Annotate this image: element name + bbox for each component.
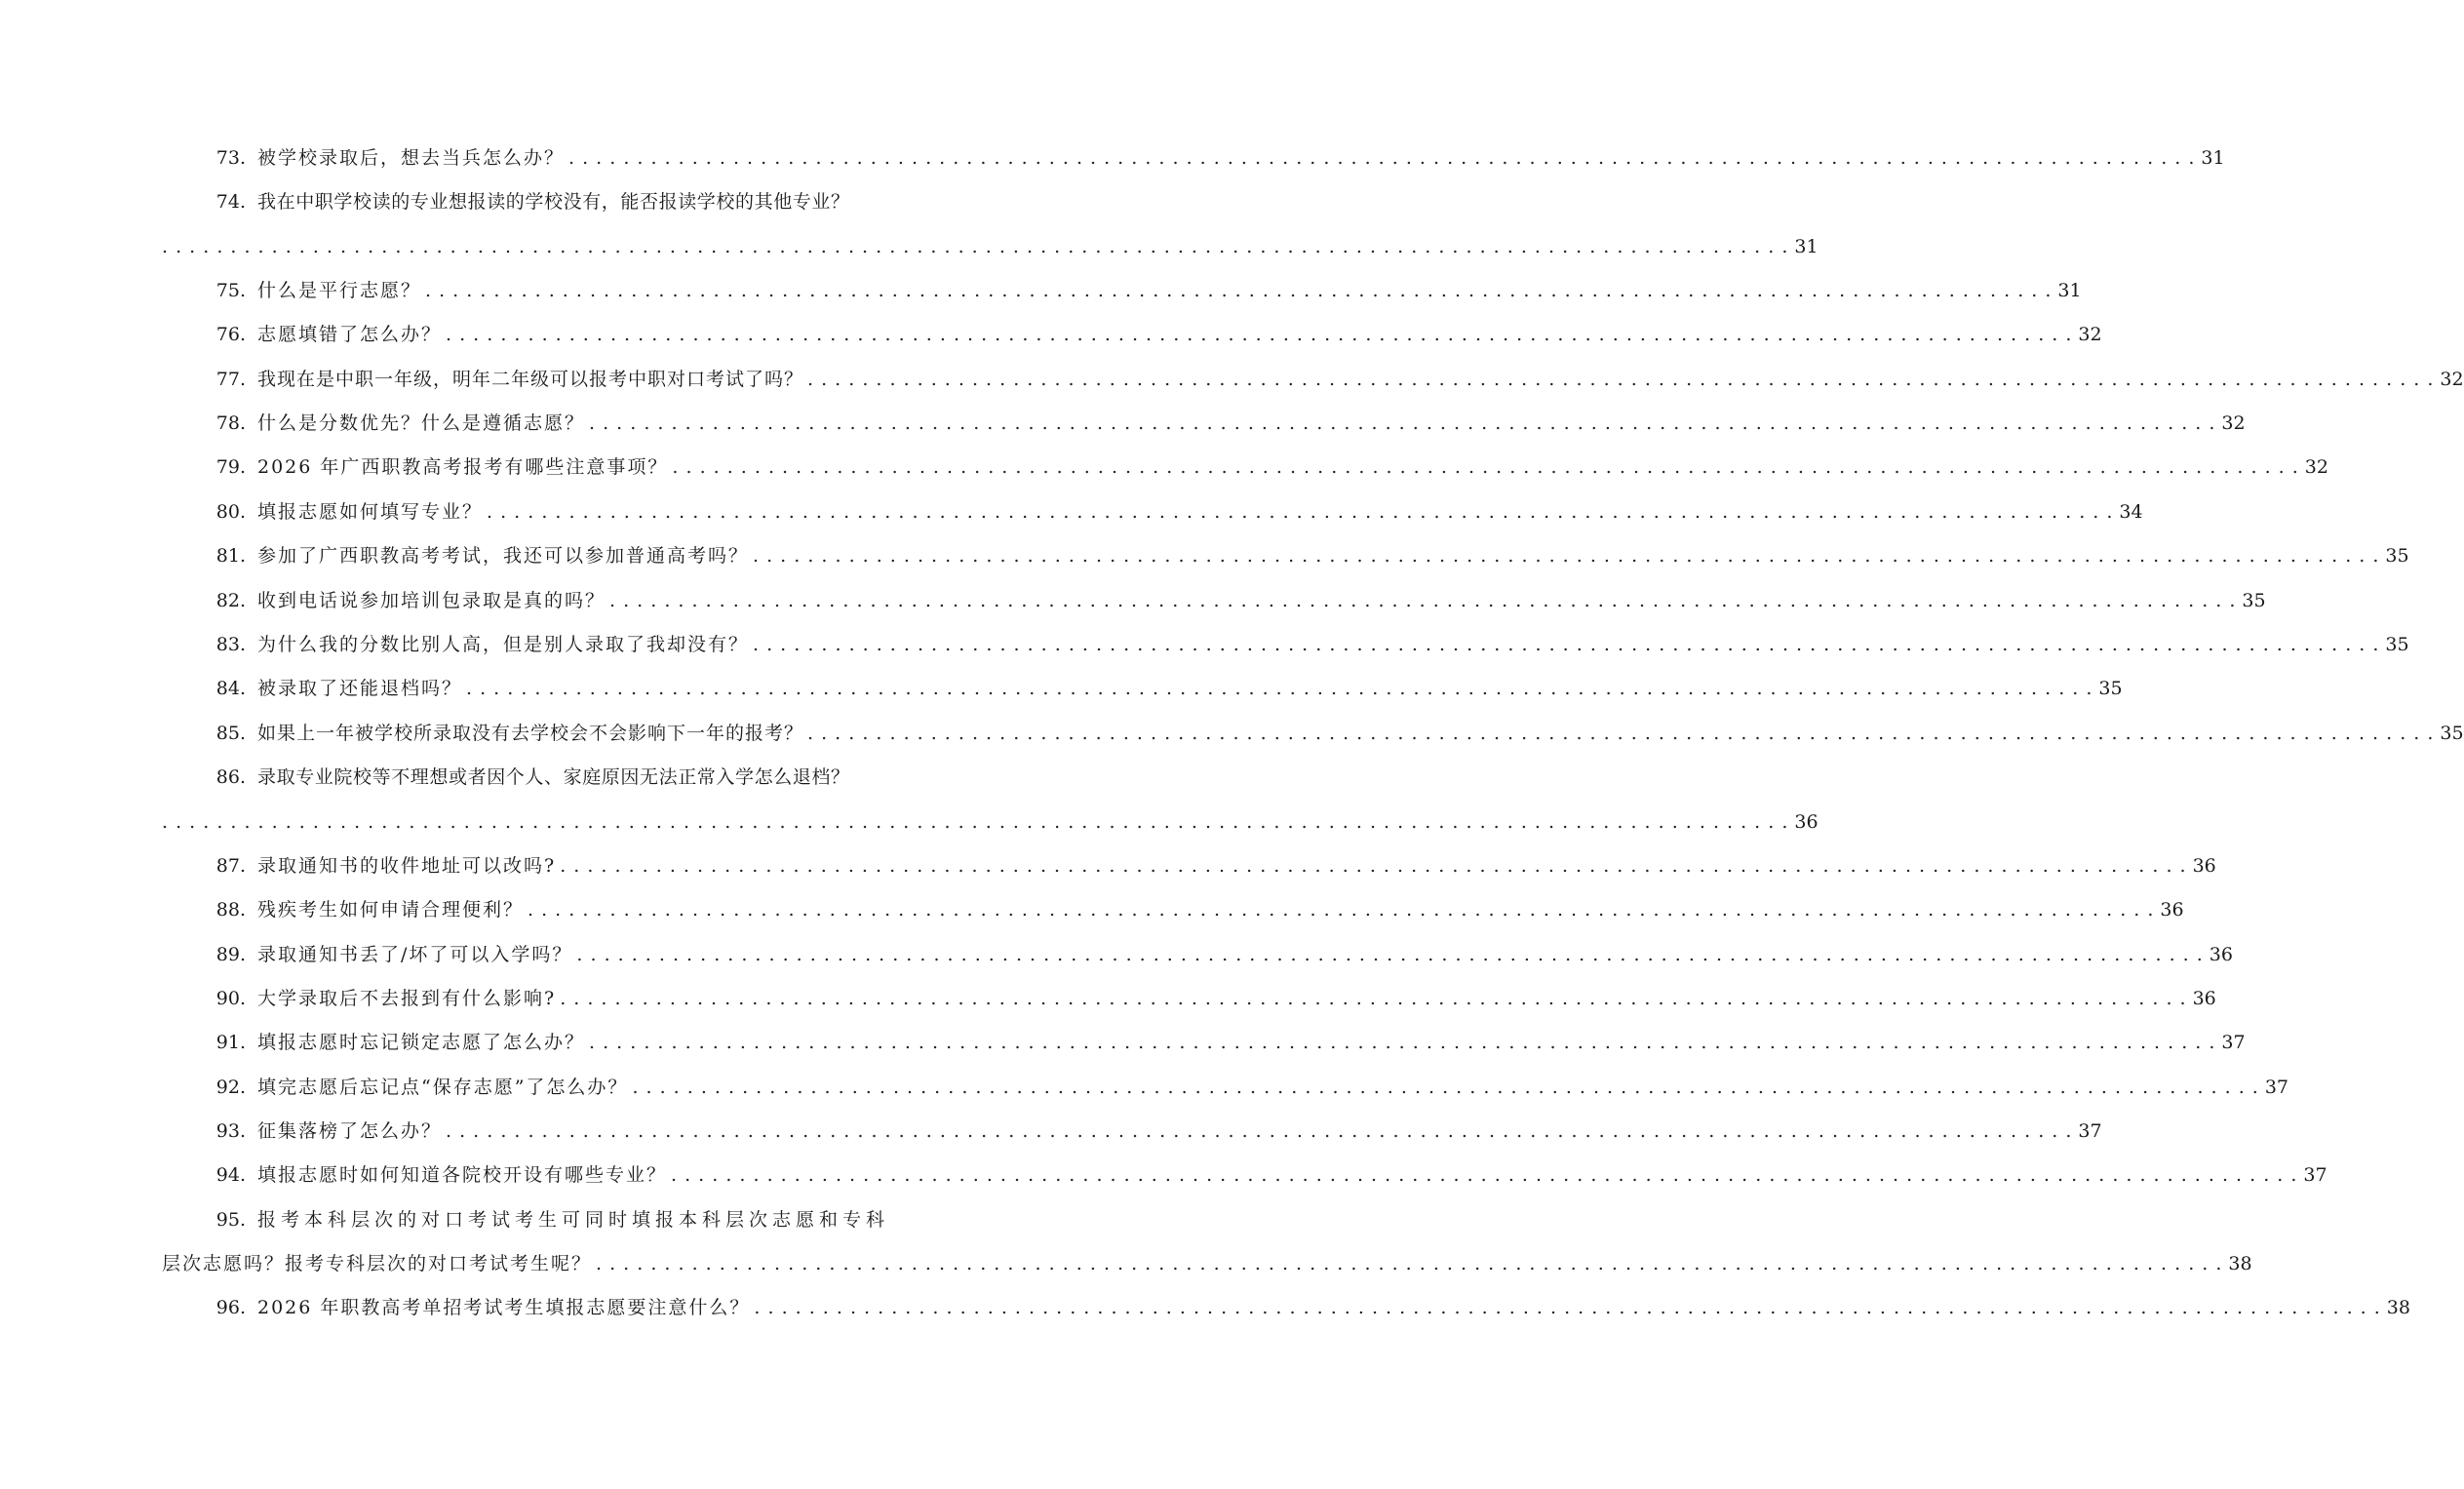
toc-entry[interactable] [162,492,2143,526]
toc-entry-number: 77. [215,369,246,390]
toc-entry-title: 征集落榜了怎么办？ [257,1120,443,1142]
dot-leader: . . . . . . . . . . . . . . . . . . . . . . . . . . . . . . . . . . . . . . . . . . . . . . . . . . . . . . . . . . . . . . . . . . . . . . . . . . . . . . . . . . . . . . . . . . . . . . . . . . . . . . . . . . . . . . . . . . . . . . . [807,369,2435,390]
toc-entry-number: 92. [215,1077,246,1098]
toc-entry-page: 36 [1794,811,1819,833]
toc-entry[interactable] [162,935,2233,968]
toc-entry-number: 94. [215,1164,246,1186]
toc-entry[interactable] [162,1200,895,1234]
toc-entry-page: 35 [2440,723,2464,744]
dot-leader: . . . . . . . . . . . . . . . . . . . . . . . . . . . . . . . . . . . . . . . . . . . . . . . . . . . . . . . . . . . . . . . . . . . . . . . . . . . . . . . . . . . . . . . . . . . . . . . . . . . . . . . . . . . . . . . . . . . . . . . [753,545,2380,567]
toc-entry-continuation[interactable] [162,803,1819,836]
toc-entry-number: 81. [215,545,246,567]
toc-entry[interactable] [162,1023,2246,1056]
toc-entry-title: 什么是平行志愿？ [257,280,422,301]
toc-entry-number: 79. [215,456,246,478]
toc-entry-number: 85. [215,723,246,744]
dot-leader: . . . . . . . . . . . . . . . . . . . . . . . . . . . . . . . . . . . . . . . . . . . . . . . . . . . . . . . . . . . . . . . . . . . . . . . . . . . . . . . . . . . . . . . . . . . . . . . . . . . . . . . . . . . . . . . . . . . . . . . [609,590,2237,611]
toc-entry-page: 36 [2209,944,2233,965]
toc-entry-number: 89. [215,944,246,965]
toc-entry[interactable] [162,182,895,216]
toc-entry-title: 我现在是中职一年级，明年二年级可以报考中职对口考试了吗？ [257,369,804,390]
toc-entry-number: 93. [215,1120,246,1142]
dot-leader: . . . . . . . . . . . . . . . . . . . . . . . . . . . . . . . . . . . . . . . . . . . . . . . . . . . . . . . . . . . . . . . . . . . . . . . . . . . . . . . . . . . . . . . . . . . . . . . . . . . . . . . . . . . . . . . . . . . . . . . [596,1253,2223,1274]
toc-entry-title: 志愿填错了怎么办？ [257,324,443,345]
toc-entry-title: 填完志愿后忘记点“保存志愿”了怎么办？ [257,1077,629,1098]
toc-entry-title: 录取通知书丢了/坏了可以入学吗？ [257,944,573,965]
dot-leader: . . . . . . . . . . . . . . . . . . . . . . . . . . . . . . . . . . . . . . . . . . . . . . . . . . . . . . . . . . . . . . . . . . . . . . . . . . . . . . . . . . . . . . . . . . . . . . . . . . . . . . . . . . . . . . . . . . . . . . . [446,324,2073,345]
toc-entry-page: 35 [2242,590,2266,611]
toc-entry[interactable] [162,625,2409,658]
toc-entry-number: 96. [215,1297,246,1318]
toc-entry[interactable] [162,890,2184,923]
toc-entry-title: 录取专业院校等不理想或者因个人、家庭原因无法正常入学怎么退档？ [257,766,850,788]
toc-entry[interactable] [162,360,2464,393]
dot-leader: . . . . . . . . . . . . . . . . . . . . . . . . . . . . . . . . . . . . . . . . . . . . . . . . . . . . . . . . . . . . . . . . . . . . . . . . . . . . . . . . . . . . . . . . . . . . . . . . . . . . . . . . . . . . . . . . . . . . . . . [589,412,2216,434]
toc-entry-title: 填报志愿时如何知道各院校开设有哪些专业？ [257,1164,668,1186]
toc-entry[interactable] [162,1288,2410,1321]
toc-entry[interactable] [162,315,2102,348]
toc-entry[interactable] [162,448,2328,481]
toc-entry-page: 31 [2057,280,2082,301]
toc-entry-number: 87. [215,855,246,877]
toc-entry-title: 被学校录取后，想去当兵怎么办？ [257,147,566,169]
dot-leader: . . . . . . . . . . . . . . . . . . . . . . . . . . . . . . . . . . . . . . . . . . . . . . . . . . . . . . . . . . . . . . . . . . . . . . . . . . . . . . . . . . . . . . . . . . . . . . . . . . . . . . . . . . . . . . . . . . . . . . . [671,1164,2298,1186]
toc-entry-page: 35 [2385,634,2409,655]
toc-entry-continuation[interactable] [162,1244,2252,1277]
toc-entry-title: 大学录取后不去报到有什么影响? [257,988,557,1009]
toc-entry[interactable] [162,404,2246,437]
dot-leader: . . . . . . . . . . . . . . . . . . . . . . . . . . . . . . . . . . . . . . . . . . . . . . . . . . . . . . . . . . . . . . . . . . . . . . . . . . . . . . . . . . . . . . . . . . . . . . . . . . . . . . . . . . . . . . . . . . . . . . . [425,280,2053,301]
toc-entry-title: 收到电话说参加培训包录取是真的吗？ [257,590,606,611]
toc-entry-page: 36 [2192,988,2216,1009]
toc-entry-title-continued: 层次志愿吗？报考专科层次的对口考试考生呢？ [162,1253,593,1274]
dot-leader: . . . . . . . . . . . . . . . . . . . . . . . . . . . . . . . . . . . . . . . . . . . . . . . . . . . . . . . . . . . . . . . . . . . . . . . . . . . . . . . . . . . . . . . . . . . . . . . . . . . . . . . . . . . . . . . . . . . . . . . [754,1297,2381,1318]
toc-entry-page: 32 [2440,369,2464,390]
toc-entry-number: 78. [215,412,246,434]
dot-leader: . . . . . . . . . . . . . . . . . . . . . . . . . . . . . . . . . . . . . . . . . . . . . . . . . . . . . . . . . . . . . . . . . . . . . . . . . . . . . . . . . . . . . . . . . . . . . . . . . . . . . . . . . . . . . . . . . . . . . . . [446,1120,2073,1142]
toc-entry-number: 91. [215,1032,246,1053]
toc-entry-page: 32 [2221,412,2246,434]
toc-entry-page: 35 [2098,678,2123,699]
toc-entry[interactable] [162,138,2225,172]
toc-entry-title: 为什么我的分数比别人高，但是别人录取了我却没有？ [257,634,750,655]
dot-leader: . . . . . . . . . . . . . . . . . . . . . . . . . . . . . . . . . . . . . . . . . . . . . . . . . . . . . . . . . . . . . . . . . . . . . . . . . . . . . . . . . . . . . . . . . . . . . . . . . . . . . . . . . . . . . . . . . . . . . . . [632,1077,2259,1098]
toc-entry-page: 38 [2228,1253,2252,1274]
toc-entry-title: 录取通知书的收件地址可以改吗? [257,855,557,877]
toc-entry-number: 88. [215,899,246,921]
toc-entry-number: 76. [215,324,246,345]
toc-entry[interactable] [162,669,2123,702]
toc-entry-page: 37 [2078,1120,2102,1142]
dot-leader: . . . . . . . . . . . . . . . . . . . . . . . . . . . . . . . . . . . . . . . . . . . . . . . . . . . . . . . . . . . . . . . . . . . . . . . . . . . . . . . . . . . . . . . . . . . . . . . . . . . . . . . . . . . . . . . . . . . . . . . [560,988,2187,1009]
toc-entry-title: 什么是分数优先？什么是遵循志愿？ [257,412,586,434]
toc-entry-title: 填报志愿如何填写专业？ [257,501,484,523]
dot-leader: . . . . . . . . . . . . . . . . . . . . . . . . . . . . . . . . . . . . . . . . . . . . . . . . . . . . . . . . . . . . . . . . . . . . . . . . . . . . . . . . . . . . . . . . . . . . . . . . . . . . . . . . . . . . . . . . . . . . . . . [560,855,2187,877]
toc-entry-title: 残疾考生如何申请合理便利？ [257,899,525,921]
toc-entry-number: 90. [215,988,246,1009]
toc-entry-number: 84. [215,678,246,699]
toc-entry-title: 报考本科层次的对口考试考生可同时填报本科层次志愿和专科 [257,1209,890,1231]
toc-entry[interactable] [162,271,2082,304]
dot-leader: . . . . . . . . . . . . . . . . . . . . . . . . . . . . . . . . . . . . . . . . . . . . . . . . . . . . . . . . . . . . . . . . . . . . . . . . . . . . . . . . . . . . . . . . . . . . . . . . . . . . . . . . . . . . . . . . . . . . . . . [528,899,2155,921]
toc-entry-page: 32 [2304,456,2328,478]
toc-entry[interactable] [162,714,2464,747]
toc-entry-number: 83. [215,634,246,655]
toc-entry[interactable] [162,1068,2288,1101]
toc-entry-title: 我在中职学校读的专业想报读的学校没有，能否报读学校的其他专业？ [257,191,850,213]
toc-entry-page: 32 [2078,324,2102,345]
dot-leader: . . . . . . . . . . . . . . . . . . . . . . . . . . . . . . . . . . . . . . . . . . . . . . . . . . . . . . . . . . . . . . . . . . . . . . . . . . . . . . . . . . . . . . . . . . . . . . . . . . . . . . . . . . . . . . . . . . . . . . . [753,634,2380,655]
toc-entry-title: 2026 年职教高考单招考试考生填报志愿要注意什么？ [257,1297,751,1318]
dot-leader: . . . . . . . . . . . . . . . . . . . . . . . . . . . . . . . . . . . . . . . . . . . . . . . . . . . . . . . . . . . . . . . . . . . . . . . . . . . . . . . . . . . . . . . . . . . . . . . . . . . . . . . . . . . . . . . . . . . . . . . [576,944,2204,965]
toc-entry-continuation[interactable] [162,227,1819,260]
dot-leader: . . . . . . . . . . . . . . . . . . . . . . . . . . . . . . . . . . . . . . . . . . . . . . . . . . . . . . . . . . . . . . . . . . . . . . . . . . . . . . . . . . . . . . . . . . . . . . . . . . . . . . . . . . . . . . . . . . . . . . . [568,147,2196,169]
toc-entry-page: 36 [2192,855,2216,877]
toc-entry[interactable] [162,979,2216,1012]
toc-entry-page: 37 [2264,1077,2288,1098]
toc-entry-page: 31 [2201,147,2225,169]
dot-leader: . . . . . . . . . . . . . . . . . . . . . . . . . . . . . . . . . . . . . . . . . . . . . . . . . . . . . . . . . . . . . . . . . . . . . . . . . . . . . . . . . . . . . . . . . . . . . . . . . . . . . . . . . . . . . . . . . . . . . . . [589,1032,2216,1053]
toc-entry-number: 74. [215,191,246,213]
toc-entry[interactable] [162,536,2409,569]
toc-entry-number: 95. [215,1209,246,1231]
toc-entry-title: 填报志愿时忘记锁定志愿了怎么办？ [257,1032,586,1053]
toc-entry-page: 34 [2119,501,2143,523]
dot-leader: . . . . . . . . . . . . . . . . . . . . . . . . . . . . . . . . . . . . . . . . . . . . . . . . . . . . . . . . . . . . . . . . . . . . . . . . . . . . . . . . . . . . . . . . . . . . . . . . . . . . . . . . . . . . . . . . . . . . . . . [487,501,2114,523]
toc-entry[interactable] [162,581,2266,614]
toc-entry-title: 被录取了还能退档吗？ [257,678,463,699]
toc-entry-number: 82. [215,590,246,611]
toc-entry-number: 86. [215,766,246,788]
toc-entry[interactable] [162,1112,2102,1145]
dot-leader: . . . . . . . . . . . . . . . . . . . . . . . . . . . . . . . . . . . . . . . . . . . . . . . . . . . . . . . . . . . . . . . . . . . . . . . . . . . . . . . . . . . . . . . . . . . . . . . . . . . . . . . . . . . . . . . . . . . . . . . [807,723,2435,744]
dot-leader: . . . . . . . . . . . . . . . . . . . . . . . . . . . . . . . . . . . . . . . . . . . . . . . . . . . . . . . . . . . . . . . . . . . . . . . . . . . . . . . . . . . . . . . . . . . . . . . . . . . . . . . . . . . . . . . . . . . . . . . [162,811,1789,833]
toc-entry-number: 75. [215,280,246,301]
toc-entry-page: 35 [2385,545,2409,567]
toc-entry-number: 73. [215,147,246,169]
toc-entry-page: 31 [1794,236,1819,257]
toc-entry[interactable] [162,846,2216,880]
toc-entry-page: 36 [2160,899,2184,921]
dot-leader: . . . . . . . . . . . . . . . . . . . . . . . . . . . . . . . . . . . . . . . . . . . . . . . . . . . . . . . . . . . . . . . . . . . . . . . . . . . . . . . . . . . . . . . . . . . . . . . . . . . . . . . . . . . . . . . . . . . . . . . [672,456,2299,478]
toc-entry-title: 参加了广西职教高考考试，我还可以参加普通高考吗？ [257,545,750,567]
toc-entry-title: 2026 年广西职教高考报考有哪些注意事项？ [257,456,669,478]
toc-entry[interactable] [162,758,895,791]
toc-entry-number: 80. [215,501,246,523]
dot-leader: . . . . . . . . . . . . . . . . . . . . . . . . . . . . . . . . . . . . . . . . . . . . . . . . . . . . . . . . . . . . . . . . . . . . . . . . . . . . . . . . . . . . . . . . . . . . . . . . . . . . . . . . . . . . . . . . . . . . . . . [162,236,1789,257]
toc-entry[interactable] [162,1156,2327,1189]
toc-entry-page: 37 [2303,1164,2327,1186]
dot-leader: . . . . . . . . . . . . . . . . . . . . . . . . . . . . . . . . . . . . . . . . . . . . . . . . . . . . . . . . . . . . . . . . . . . . . . . . . . . . . . . . . . . . . . . . . . . . . . . . . . . . . . . . . . . . . . . . . . . . . . . [466,678,2093,699]
toc-entry-title: 如果上一年被学校所录取没有去学校会不会影响下一年的报考？ [257,723,804,744]
toc-entry-page: 38 [2386,1297,2410,1318]
toc-entry-page: 37 [2221,1032,2246,1053]
